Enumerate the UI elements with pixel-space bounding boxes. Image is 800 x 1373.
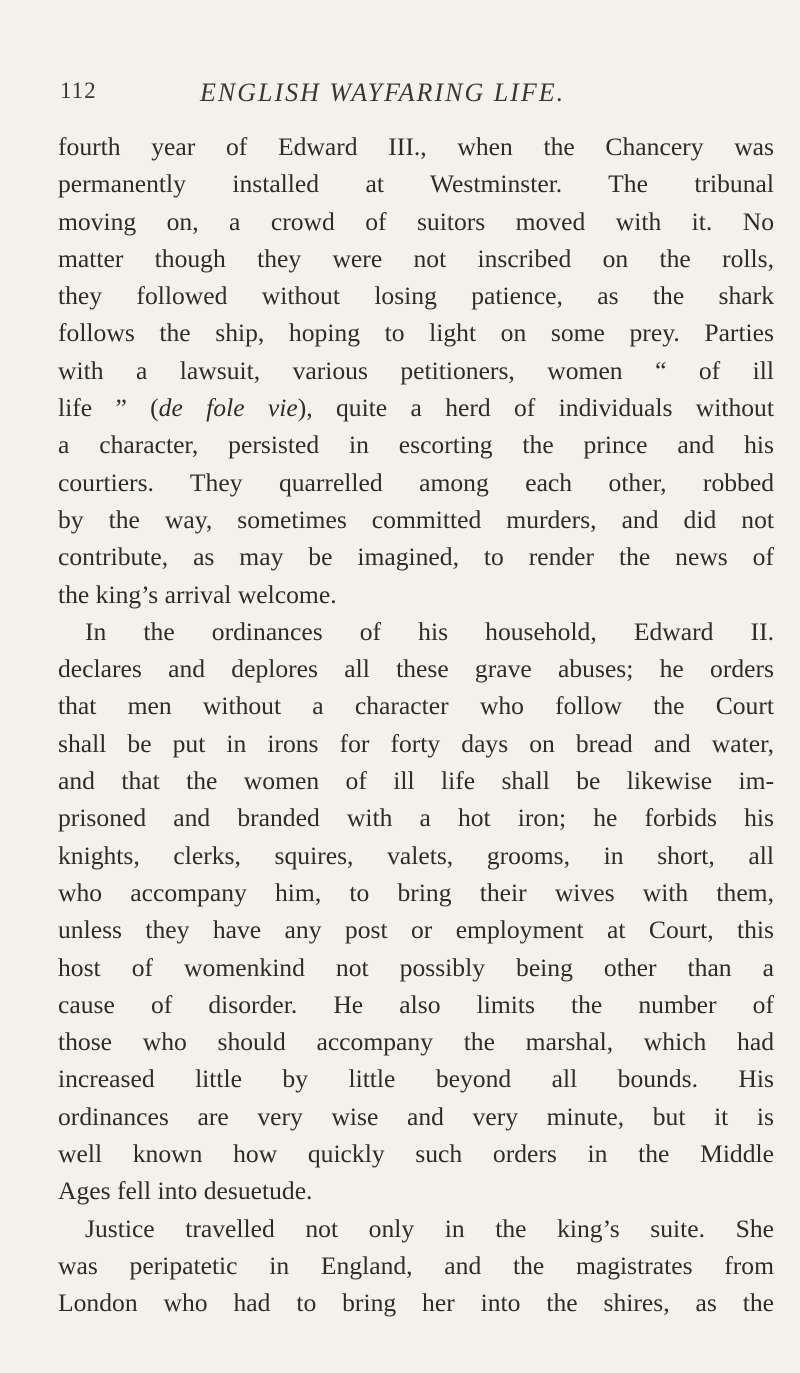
text-line: matter though they were not inscribed on the rolls, [58, 243, 774, 273]
page-number: 112 [60, 78, 97, 103]
text-line: moving on, a crowd of suitors moved with it. No [58, 206, 774, 236]
text-line: fourth year of Edward III., when the Chancery was [58, 132, 774, 161]
running-head [60, 78, 760, 118]
text-segment: life ” ( [58, 393, 159, 423]
text-line: Justice travelled not only in the king’s suite. She [85, 1213, 774, 1243]
body-text [58, 128, 774, 1322]
text-line: the king’s arrival welcome. [58, 579, 337, 609]
text-line: with a lawsuit, various petitioners, women “ of ill [58, 355, 774, 385]
text-line: courtiers. They quarrelled among each other, robbed [58, 467, 774, 497]
text-line: host of womenkind not possibly being other than a [58, 952, 774, 982]
text-line: follows the ship, hoping to light on some prey. Parties [58, 318, 774, 348]
text-line: cause of disorder. He also limits the number of [58, 989, 774, 1019]
text-line: who accompany him, to bring their wives with them, [58, 877, 774, 907]
text-line-mixed [58, 389, 774, 426]
text-line: and that the women of ill life shall be likewise im- [58, 766, 774, 796]
text-line: shall be put in irons for forty days on bread and water, [58, 728, 774, 758]
text-line: they followed without losing patience, as the shark [58, 281, 774, 311]
text-line: well known how quickly such orders in the Middle [58, 1139, 774, 1169]
running-title: ENGLISH WAYFARING LIFE. [200, 78, 566, 107]
text-line: by the way, sometimes committed murders, and did not [58, 504, 774, 534]
text-line: London who had to bring her into the shires, as the [58, 1288, 774, 1318]
text-segment: ), quite a herd of individuals without [297, 393, 774, 423]
text-line: increased little by little beyond all bounds. His [58, 1064, 774, 1094]
text-line: a character, persisted in escorting the prince and his [58, 430, 774, 460]
text-line: unless they have any post or employment at Court, this [58, 915, 774, 945]
text-line: declares and deplores all these grave abuses; he orders [58, 654, 774, 684]
text-line: prisoned and branded with a hot iron; he forbids his [58, 803, 774, 833]
italic-phrase: de fole vie [158, 393, 298, 423]
text-line: those who should accompany the marshal, which had [58, 1027, 774, 1057]
text-line: ordinances are very wise and very minute, but it is [58, 1101, 774, 1131]
text-line: permanently installed at Westminster. The tribunal [58, 169, 774, 199]
text-line: that men without a character who follow the Court [58, 691, 774, 721]
text-line: Ages fell into desuetude. [58, 1176, 313, 1206]
text-line: knights, clerks, squires, valets, grooms, in short, all [58, 840, 774, 870]
text-line: In the ordinances of his household, Edward II. [85, 616, 774, 646]
text-line: was peripatetic in England, and the magistrates from [58, 1250, 774, 1280]
text-line: contribute, as may be imagined, to render the news of [58, 542, 774, 572]
